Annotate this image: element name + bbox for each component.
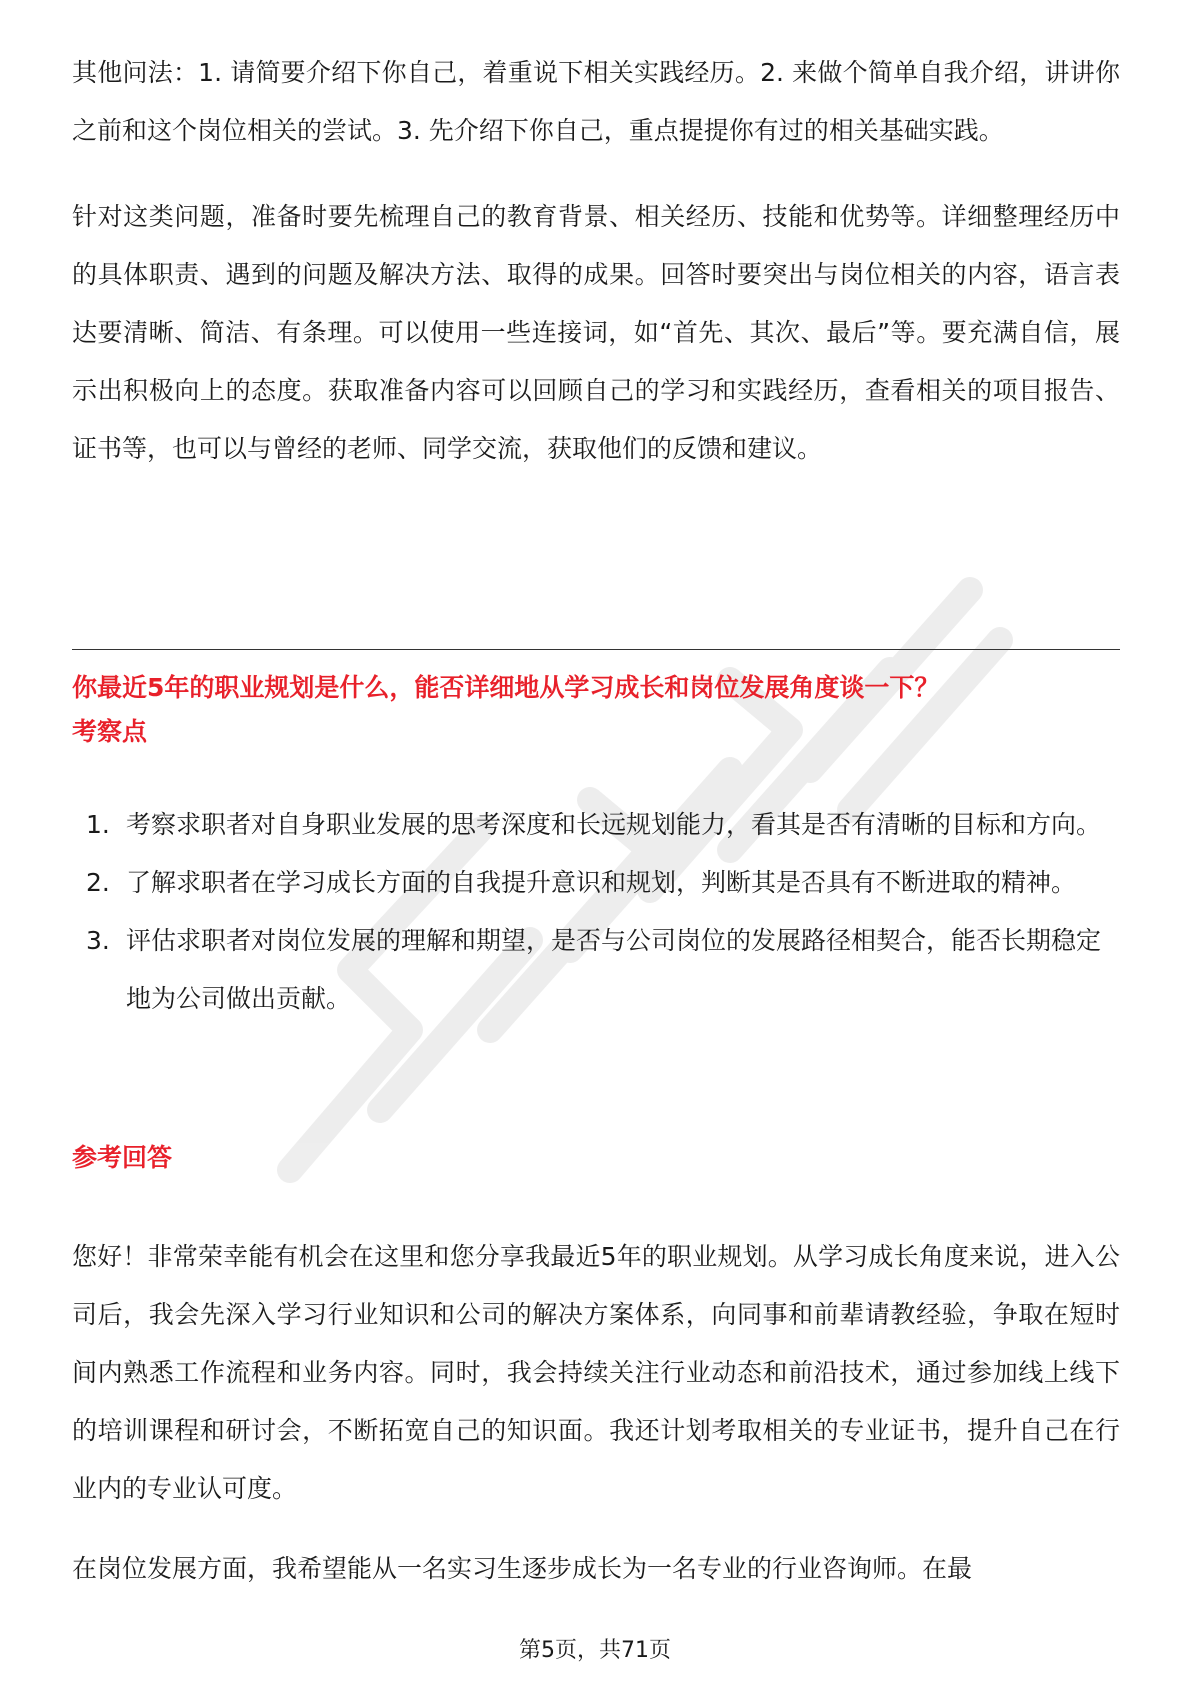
focus-point-number: 3. xyxy=(86,926,110,955)
focus-heading: 考察点 xyxy=(72,717,148,746)
answer-paragraph-1: 您好！非常荣幸能有机会在这里和您分享我最近5年的职业规划。从学习成长角度来说，进入公司后，我会先深入学习行业知识和公司的解决方案体系，向同事和前辈请教经验，争取在短时间内熟悉工作流程和业务内容。同时，我会持续关注行业动态和前沿技术，通过参加线上线下的培训课程和研讨会，不断拓宽自己的知识面。我还计划考取相关的专业证书，提升自己在行业内的专业认可度。 xyxy=(72,1242,1120,1503)
focus-point-number: 1. xyxy=(86,810,110,839)
page-number: 第5页，共71页 xyxy=(519,1638,671,1663)
focus-points-list xyxy=(72,796,1120,1028)
section-divider xyxy=(72,649,1120,650)
focus-point-text: 了解求职者在学习成长方面的自我提升意识和规划，判断其是否具有不断进取的精神。 xyxy=(126,868,1077,897)
intro-paragraph-2: 针对这类问题，准备时要先梳理自己的教育背景、相关经历、技能和优势等。详细整理经历中的具体职责、遇到的问题及解决方法、取得的成果。回答时要突出与岗位相关的内容，语言表达要清晰、简洁、有条理。可以使用一些连接词，如“首先、其次、最后”等。要充满自信，展示出积极向上的态度。获取准备内容可以回顾自己的学习和实践经历，查看相关的项目报告、证书等，也可以与曾经的老师、同学交流，获取他们的反馈和建议。 xyxy=(72,202,1120,463)
answer-paragraph-2: 在岗位发展方面，我希望能从一名实习生逐步成长为一名专业的行业咨询师。在最 xyxy=(72,1554,973,1583)
answer-block xyxy=(72,1228,1120,1518)
focus-point xyxy=(72,854,1120,912)
focus-point xyxy=(72,912,1120,1028)
question-title: 你最近5年的职业规划是什么，能否详细地从学习成长和岗位发展角度谈一下？ xyxy=(72,673,940,702)
answer-block-continued xyxy=(72,1540,1120,1598)
focus-point-number: 2. xyxy=(86,868,110,897)
focus-point-text: 评估求职者对岗位发展的理解和期望，是否与公司岗位的发展路径相契合，能否长期稳定地为公司做出贡献。 xyxy=(126,926,1102,1013)
intro-paragraph-1: 其他问法：1. 请简要介绍下你自己，着重说下相关实践经历。2. 来做个简单自我介绍，讲讲你之前和这个岗位相关的尝试。3. 先介绍下你自己，重点提提你有过的相关基础实践。 xyxy=(72,58,1120,145)
page-body xyxy=(72,44,1120,478)
focus-point-text: 考察求职者对自身职业发展的思考深度和长远规划能力，看其是否有清晰的目标和方向。 xyxy=(126,810,1102,839)
answer-heading: 参考回答 xyxy=(72,1143,173,1172)
focus-point xyxy=(72,796,1120,854)
